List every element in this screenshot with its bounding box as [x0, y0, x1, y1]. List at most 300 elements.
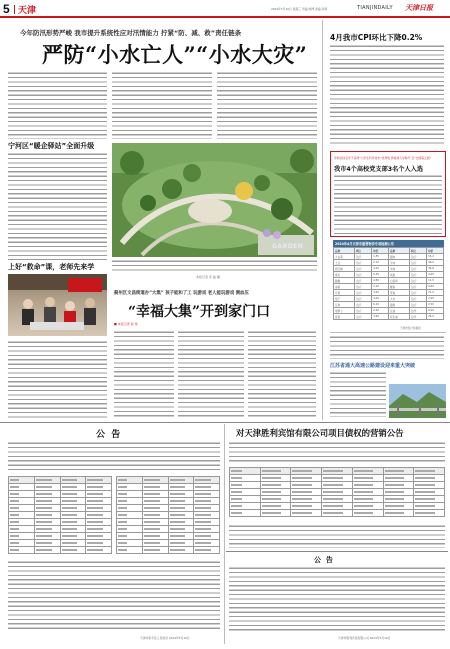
notice-table-cell: [194, 533, 220, 540]
notice-table-cell: [9, 491, 35, 498]
notice-table-cell: [117, 547, 143, 554]
first-aid-photo: [8, 274, 107, 336]
notice-table-cell: [9, 512, 35, 519]
notice-table-cell: [34, 491, 60, 498]
price-table-cell: 元/斤: [354, 266, 371, 272]
boxed-headline: 我市4个高校党支部3名个人入选: [334, 166, 424, 173]
notice-table-cell: [291, 475, 322, 482]
notice-table-cell: [230, 510, 261, 517]
notice-table-cell-text: [62, 500, 78, 501]
price-table-cell: 元/斤: [409, 284, 426, 290]
notice-table-cell: [34, 547, 60, 554]
notice-table-cell: [383, 503, 414, 510]
notice-right-banner-title: 对天津胜利宾馆有限公司项目债权的营销公告: [236, 428, 404, 438]
notice-table-cell-text: [170, 549, 186, 550]
masthead: [3, 3, 449, 16]
notice-table-row: [9, 533, 112, 540]
notice-table-cell-text: [87, 535, 103, 536]
notice-table-cell-text: [323, 512, 342, 513]
notice-table-cell: [86, 526, 112, 533]
notice-table-cell-text: [87, 507, 103, 508]
notice-table-cell-text: [170, 528, 186, 529]
notice-table-cell: [60, 498, 86, 505]
notice-table-row: [9, 519, 112, 526]
notice-table-cell-text: [292, 498, 311, 499]
notice-table-row: [117, 505, 220, 512]
notice-table-cell: [194, 484, 220, 491]
notice-table-row: [117, 477, 220, 484]
highway-photo: [389, 384, 446, 418]
column-divider-main: [322, 20, 323, 420]
notice-table-cell: [322, 468, 353, 475]
notice-table-cell-text: [292, 505, 311, 506]
notice-table-cell-text: [62, 549, 78, 550]
notice-table-cell: [230, 503, 261, 510]
notice-table-cell: [60, 547, 86, 554]
price-table-cell: 品种: [334, 248, 355, 254]
right-divider: [330, 332, 446, 333]
notice-table-cell-text: [231, 491, 242, 492]
notice-table-cell: [142, 540, 168, 547]
notice-table-cell-text: [10, 528, 19, 529]
notice-table-cell-text: [144, 507, 160, 508]
notice-table-cell-text: [262, 498, 281, 499]
notice-table-cell-text: [170, 493, 186, 494]
notice-table-cell: [86, 547, 112, 554]
notice-table-cell: [383, 468, 414, 475]
notice-table-row: [117, 491, 220, 498]
notice-table-cell: [194, 519, 220, 526]
price-table-cell: 菠菜: [334, 314, 355, 320]
notice-table-cell: [291, 510, 322, 517]
price-table-title: 2024年4月天津市重要物价专项检测公布: [333, 240, 444, 247]
price-table-cell: 元/斤: [354, 308, 371, 314]
notice-table-cell: [34, 498, 60, 505]
notice-table-cell-text: [292, 484, 311, 485]
price-table-source: 天津市统计局提供: [400, 327, 421, 330]
notice-table-cell: [168, 512, 194, 519]
notice-table-cell-text: [354, 491, 373, 492]
notice-table-cell: [322, 475, 353, 482]
price-table-cell: 2.40: [372, 308, 389, 314]
notice-table-cell-text: [118, 493, 127, 494]
notice-table-cell-text: [62, 535, 78, 536]
notice-table-cell-text: [10, 514, 19, 515]
notice-table-cell-text: [415, 491, 434, 492]
notice-table-cell-text: [62, 507, 78, 508]
notice-table-cell-text: [36, 549, 52, 550]
notice-table-cell-text: [385, 505, 404, 506]
notice-table-cell-text: [62, 479, 78, 480]
notice-table-cell-text: [118, 549, 127, 550]
notice-table-cell: [414, 489, 445, 496]
ninghe-body: [8, 152, 107, 260]
notice-table-cell-text: [231, 484, 242, 485]
notice-table-cell-text: [62, 542, 78, 543]
notice-table-cell-text: [354, 470, 373, 471]
price-table-cell: 39.8: [427, 266, 444, 272]
price-table-cell: 元/升: [409, 308, 426, 314]
notice-table-cell: [230, 468, 261, 475]
notice-table-cell-text: [385, 498, 404, 499]
notice-table-cell-text: [87, 521, 103, 522]
price-table-cell: 鲤鱼: [388, 284, 409, 290]
notice-table-cell: [168, 505, 194, 512]
notice-table-cell: [291, 503, 322, 510]
notice-table-cell-text: [118, 479, 127, 480]
market-body-col1: [114, 330, 174, 418]
notice-table-cell: [60, 512, 86, 519]
notice-table-cell: [230, 489, 261, 496]
notice-table-cell: [260, 489, 291, 496]
price-table-cell: 2.50: [427, 302, 444, 308]
notice-table-cell-text: [323, 491, 342, 492]
notice-table-cell: [9, 519, 35, 526]
price-table-cell: 面粉: [388, 302, 409, 308]
notice-left-title: 公 告: [96, 430, 121, 440]
right-mid-body: [330, 335, 444, 359]
notice-table-row: [117, 512, 220, 519]
price-table-cell: 西红柿: [334, 266, 355, 272]
notice-table-cell: [117, 512, 143, 519]
notice-table-row: [9, 491, 112, 498]
highway-scene-graphic: [389, 384, 446, 418]
notice-table-cell-text: [36, 479, 52, 480]
notice-table-cell: [168, 526, 194, 533]
notice-table-cell: [60, 491, 86, 498]
notice-table-cell: [86, 533, 112, 540]
price-table-cell: 元/斤: [409, 290, 426, 296]
notice-right-banner-body: [229, 524, 445, 548]
notice-table-cell-text: [385, 477, 404, 478]
notice-table-cell-text: [87, 479, 103, 480]
notice-table-cell: [9, 484, 35, 491]
notice-table-cell-text: [118, 521, 127, 522]
notice-table-row: [9, 526, 112, 533]
notice-table-cell-text: [262, 484, 281, 485]
cpi-body: [330, 44, 444, 146]
notice-table-cell-text: [415, 498, 434, 499]
notice-table-cell-text: [62, 514, 78, 515]
price-table: [333, 247, 444, 320]
notice-table-cell-text: [118, 535, 127, 536]
notice-table-cell: [352, 503, 383, 510]
section-divider: [14, 5, 15, 14]
notice-table-cell-text: [118, 542, 127, 543]
notice-left-intro: [8, 441, 220, 471]
notice-table-cell-text: [195, 542, 211, 543]
notice-table-cell: [230, 475, 261, 482]
notice-table-cell: [168, 498, 194, 505]
notice-table-cell: [414, 482, 445, 489]
notice-table-cell: [34, 477, 60, 484]
boxed-body: [334, 174, 442, 234]
notice-table-cell: [230, 482, 261, 489]
market-kicker: 蓟州区文昌街道办“大集” 孩子能和了工 玩游戏 老人能玩游戏 测血压: [114, 291, 249, 296]
notice-table-cell-text: [170, 479, 186, 480]
notice-table-cell-text: [195, 507, 211, 508]
notice-table-cell-text: [87, 493, 103, 494]
park-photo: [112, 143, 317, 257]
notice-table-cell-text: [10, 479, 19, 480]
notice-table-cell: [34, 533, 60, 540]
flood-body-col3: [217, 71, 317, 139]
price-table-cell: 元/斤: [409, 272, 426, 278]
park-photo-credit: 本报记者 李 磊 摄: [196, 275, 220, 279]
notice-table-cell: [260, 475, 291, 482]
notice-table-cell-text: [10, 500, 19, 501]
notice-table-cell-text: [385, 512, 404, 513]
notice-table-row: [9, 498, 112, 505]
notice-table-cell-text: [62, 493, 78, 494]
notice-table-cell-text: [36, 507, 52, 508]
price-table-cell: 土豆: [334, 260, 355, 266]
notice-table-cell-text: [354, 477, 373, 478]
price-table-cell: 元/斤: [354, 296, 371, 302]
market-body-col3: [248, 330, 316, 418]
notice-table-cell: [168, 519, 194, 526]
flood-body-col2: [112, 71, 212, 139]
park-photo-watermark: GARDEN: [272, 243, 304, 250]
notice-table-cell-text: [118, 500, 127, 501]
notice-table-cell: [142, 547, 168, 554]
notice-table-cell: [322, 482, 353, 489]
ninghe-headline: 宁河区“暖企驿站”全面升级: [8, 142, 95, 150]
notice-table-cell-text: [195, 500, 211, 501]
notice-table-cell: [9, 505, 35, 512]
price-table-cell: 元/斤: [409, 260, 426, 266]
price-table-cell: 3.10: [372, 284, 389, 290]
notice-table-cell-text: [87, 542, 103, 543]
market-headline: “幸福大集”开到家门口: [128, 304, 271, 320]
notice-table-cell: [291, 489, 322, 496]
notice-table-cell-text: [292, 491, 311, 492]
notice-table-cell-text: [354, 512, 373, 513]
notice-table-cell-text: [144, 542, 160, 543]
notice-table-cell: [142, 505, 168, 512]
notice-table-cell-text: [87, 486, 103, 487]
price-table-cell: 4.60: [427, 272, 444, 278]
notice-table-cell: [142, 526, 168, 533]
notice-table-cell-text: [36, 500, 52, 501]
price-table-cell: 元/斤: [354, 254, 371, 260]
notice-table-cell: [34, 484, 60, 491]
notice-table-cell-text: [10, 535, 19, 536]
price-table-cell: 4.80: [372, 278, 389, 284]
notice-table-cell: [86, 540, 112, 547]
notice-table-cell-text: [195, 514, 211, 515]
notice-table-cell-text: [87, 549, 103, 550]
notice-table-cell: [34, 512, 60, 519]
notice-table-cell: [34, 519, 60, 526]
boxed-article: [330, 151, 446, 237]
notice-table-cell-text: [144, 521, 160, 522]
notice-table-cell-text: [385, 491, 404, 492]
notice-table-cell-text: [87, 528, 103, 529]
notice-table-cell-text: [231, 477, 242, 478]
masthead-rule: [0, 16, 450, 18]
notice-table-cell-text: [195, 521, 211, 522]
price-table-cell: 元/斤: [354, 272, 371, 278]
notice-table-cell: [260, 510, 291, 517]
section-name: 天津: [18, 6, 37, 16]
notice-table-cell: [117, 484, 143, 491]
notice-table-cell: [383, 510, 414, 517]
notice-table-cell-text: [231, 505, 242, 506]
price-table-cell: 豆角: [334, 302, 355, 308]
notice-table-cell-text: [118, 507, 127, 508]
price-table-cell: 元/斤: [354, 302, 371, 308]
notice-table-cell: [414, 510, 445, 517]
price-table-cell: 黄瓜: [334, 272, 355, 278]
price-table-cell: 芹菜: [334, 290, 355, 296]
notice-table-cell: [9, 477, 35, 484]
bottom-column-divider: [224, 424, 225, 644]
notice-table-cell-text: [354, 498, 373, 499]
price-table-cell: 9.80: [427, 284, 444, 290]
notice-table-cell: [9, 547, 35, 554]
bottom-right-divider: [226, 551, 448, 552]
price-table-cell: 均价: [372, 248, 389, 254]
price-table-cell: 豆油: [388, 308, 409, 314]
price-table-cell: 元/斤: [354, 278, 371, 284]
notice-table-cell: [322, 489, 353, 496]
notice-table-cell-text: [118, 528, 127, 529]
price-table-cell: 4.20: [372, 266, 389, 272]
notice-table-cell: [117, 519, 143, 526]
notice-table-row: [9, 477, 112, 484]
notice-table-cell-text: [118, 514, 127, 515]
price-table-cell: 单位: [409, 248, 426, 254]
notice-table-row: [9, 484, 112, 491]
notice-table-cell: [60, 519, 86, 526]
notice-table-cell: [383, 475, 414, 482]
notice-table-cell-text: [170, 535, 186, 536]
notice-table-row: [230, 503, 445, 510]
price-table-cell: 元/斤: [409, 278, 426, 284]
price-table-cell: 胡萝卜: [334, 308, 355, 314]
notice-table-cell-text: [118, 486, 127, 487]
notice-table-cell: [194, 505, 220, 512]
notice-table-cell: [9, 533, 35, 540]
notice-table-cell-text: [144, 479, 160, 480]
notice-table-cell: [352, 482, 383, 489]
notice-table-cell-text: [144, 514, 160, 515]
price-table-cell: 元/斤: [354, 314, 371, 320]
notice-table-row: [117, 519, 220, 526]
notice-table-cell: [142, 484, 168, 491]
notice-table-cell: [260, 482, 291, 489]
date-line: 2024年5月16日 星期三 责编:刘博 美编:李萌: [271, 7, 328, 11]
price-table-cell: 鸡蛋: [388, 272, 409, 278]
notice-table-cell-text: [323, 498, 342, 499]
notice-left-footer: 天津市和平区人民政府 2024年5月16日: [140, 636, 190, 640]
notice-table-cell-text: [415, 477, 434, 478]
notice-table-row: [9, 512, 112, 519]
park-photo-caption-text: [112, 259, 317, 273]
price-table-cell: 圆椒: [334, 278, 355, 284]
notice-table-cell-text: [262, 512, 281, 513]
price-table-row: [334, 314, 444, 320]
price-table-cell: 均价: [427, 248, 444, 254]
notice-table-cell-text: [144, 549, 160, 550]
notice-table-cell-text: [36, 486, 52, 487]
notice-table-cell: [168, 533, 194, 540]
notice-table-cell: [168, 491, 194, 498]
notice-table-cell: [60, 484, 86, 491]
price-table-cell: 2.90: [427, 296, 444, 302]
notice-table-cell-text: [354, 484, 373, 485]
notice-table-cell-text: [144, 500, 160, 501]
notice-table-cell-text: [195, 493, 211, 494]
notice-table-cell: [383, 482, 414, 489]
notice-table-cell: [168, 540, 194, 547]
notice-table-cell: [117, 540, 143, 547]
price-table-cell: 单位: [354, 248, 371, 254]
notice-table-cell: [194, 540, 220, 547]
notice-table-cell-text: [231, 512, 242, 513]
market-body-col2: [178, 330, 244, 418]
first-aid-headline: 上好“救命”课，老师先来学: [8, 263, 95, 271]
notice-table-cell-text: [231, 470, 242, 471]
notice-table-row: [117, 526, 220, 533]
notice-table-cell: [86, 477, 112, 484]
price-table-cell: 元/斤: [409, 296, 426, 302]
notice-table-row: [117, 498, 220, 505]
notice-table-cell: [194, 491, 220, 498]
flood-kicker: 今年防汛形势严峻 我市提升系统性应对汛情能力 拧紧“防、减、救”责任链条: [20, 29, 242, 37]
notice-table-cell: [142, 491, 168, 498]
notice-table-cell-text: [323, 505, 342, 506]
notice-table-cell-text: [354, 505, 373, 506]
notice-table-cell: [86, 512, 112, 519]
notice-table-cell: [291, 482, 322, 489]
notice-table-cell: [34, 540, 60, 547]
notice-table-cell: [60, 505, 86, 512]
notice-table-cell: [414, 503, 445, 510]
notice-table-cell-text: [385, 484, 404, 485]
notice-table-cell: [352, 510, 383, 517]
notice-table-cell-text: [36, 514, 52, 515]
notice-table-row: [230, 510, 445, 517]
price-table-cell: 品种: [388, 248, 409, 254]
notice-table-cell: [291, 496, 322, 503]
price-table-cell: 大米: [388, 296, 409, 302]
notice-table-cell: [352, 489, 383, 496]
notice-table-cell: [86, 519, 112, 526]
price-table-cell: 4.00: [372, 296, 389, 302]
notice-table-cell-text: [87, 514, 103, 515]
notice-table-cell-text: [415, 484, 434, 485]
notice-table-row: [117, 540, 220, 547]
notice-table-cell: [352, 475, 383, 482]
notice-table-cell-text: [62, 521, 78, 522]
price-table-cell: 油菜: [334, 284, 355, 290]
price-table-cell: 15.2: [427, 254, 444, 260]
notice-table-cell-text: [195, 486, 211, 487]
price-table-cell: 元/斤: [409, 266, 426, 272]
notice-table-cell-text: [10, 542, 19, 543]
flood-body-col1: [8, 71, 107, 139]
notice-table-cell: [86, 505, 112, 512]
notice-right-footer: 天津市胜利宾馆有限公司 2024年5月16日: [338, 636, 391, 640]
notice-right-banner-intro: [229, 441, 445, 463]
notice-table-cell: [383, 489, 414, 496]
notice-table-cell-text: [262, 470, 281, 471]
notice-right-title: 公 告: [314, 556, 333, 564]
notice-table-cell: [142, 512, 168, 519]
notice-table-cell-text: [62, 528, 78, 529]
